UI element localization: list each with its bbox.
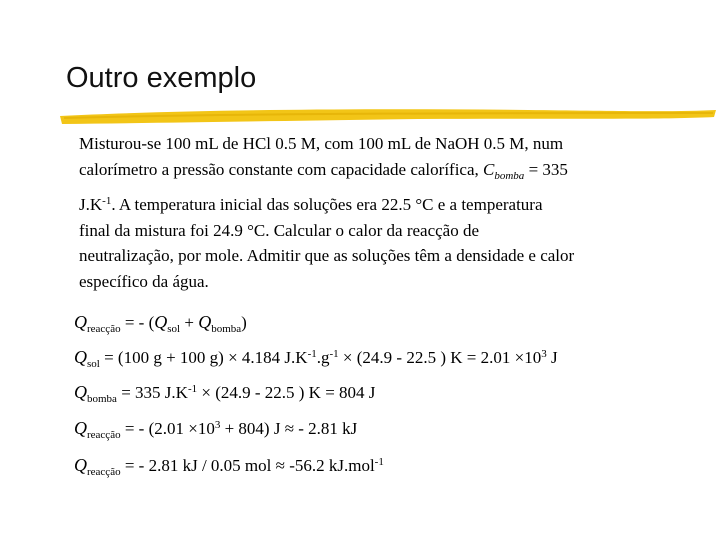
equation-q-reaccao-result: $Q_{reacção}$ = - $(2.01 \times 10^3 + 804)$ J ≈ - 2.81 kJ xyxy=(74,418,358,441)
slide-title: Outro exemplo xyxy=(66,62,257,94)
equation-q-bomba: $Q_{bomba} = 335$ $J.K^{-1} \times (24.9 - 22.5$ ) K = 804 J xyxy=(74,382,376,405)
paragraph-line: $J.K^{-1}$. A temperatura inicial das soluções era 22.5 °C e a temperatura xyxy=(79,195,543,214)
paragraph-line: final da mistura foi 24.9 °C. Calcular o calor da reacção de xyxy=(79,220,479,240)
title-underline-brushstroke xyxy=(58,104,718,126)
equation-q-reaccao: $Q_{reacção}$ = - $(Q_{sol} + Q_{bomba})$ xyxy=(74,312,247,335)
equation-q-per-mole: $Q_{reacção}$ = - 2.81 kJ / 0.05 mol ≈ -56.2 kJ.mol$^{-1}$ xyxy=(74,455,384,478)
paragraph-line: Misturou-se 100 mL de HCl 0.5 M, com 100 mL de NaOH 0.5 M, num xyxy=(79,134,564,153)
paragraph-line: calorímetro a pressão constante com capacidade calorífica, $C_{bomba} = 335$ xyxy=(79,159,568,182)
paragraph-line: neutralização, por mole. Admitir que as soluções têm a densidade e calor xyxy=(79,246,575,265)
equation-q-sol: $Q_{sol} = (100$ g + 100 g) × 4.184 $J.K^{-1}.g^{-1} \times (24.9 - 22.5$ ) $K = 2.01 \times 10^3$ J xyxy=(74,347,558,370)
paragraph-line: específico da água. xyxy=(79,271,209,291)
problem-statement xyxy=(79,131,679,294)
